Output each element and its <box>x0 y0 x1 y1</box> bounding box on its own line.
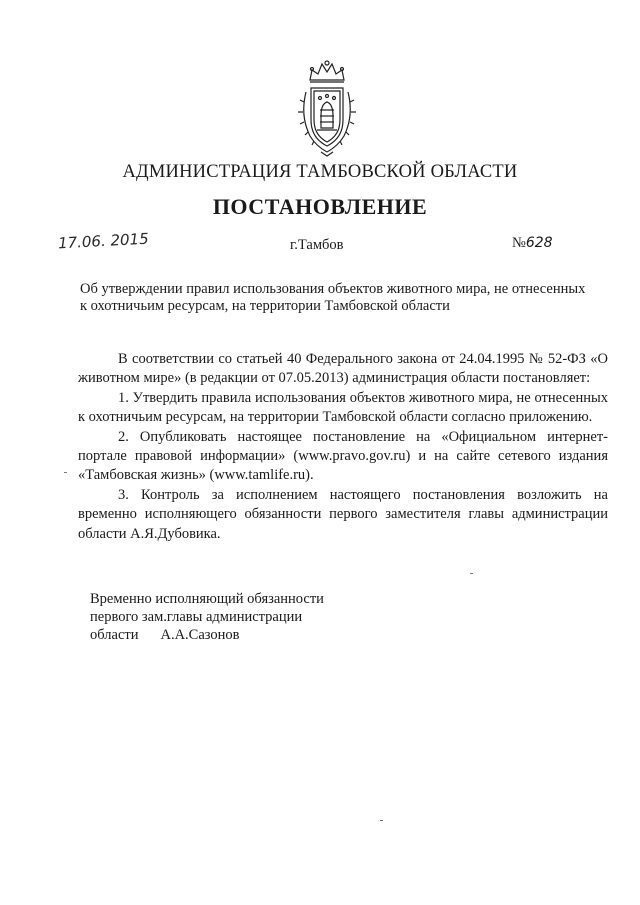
organization-title: АДМИНИСТРАЦИЯ ТАМБОВСКОЙ ОБЛАСТИ <box>122 162 518 182</box>
document-type-title: ПОСТАНОВЛЕНИЕ <box>212 194 428 219</box>
paragraph-item-1: 1. Утвердить правила использования объектов животного мира, не отнесенных к охотничьим ресурсам, на территории Тамбовской области согласно приложению. <box>78 389 608 426</box>
number-value: 628 <box>525 235 553 251</box>
tambov-coat-of-arms-icon <box>296 58 358 158</box>
document-body <box>78 350 608 544</box>
paragraph-item-2: 2. Опубликовать настоящее постановление на «Официальном интернет-портале правовой информации» (www.pravo.gov.ru) и на сайте сетевого издания «Тамбовская жизнь» (www.tamlife.ru). <box>78 428 608 484</box>
signature-line-2: первого зам.главы администрации <box>90 609 303 625</box>
paragraph-preamble: В соответствии со статьей 40 Федерального закона от 24.04.1995 № 52-ФЗ «О животном мире» (в редакции от 07.05.2013) администрация области постановляет: <box>78 351 608 387</box>
paragraph-item-3: 3. Контроль за исполнением настоящего постановления возложить на временно исполняющего обязанности первого заместителя главы администрации области А.Я.Дубовика. <box>78 486 608 542</box>
signature-line-3 <box>90 626 390 644</box>
document-city: г.Тамбов <box>290 237 344 253</box>
number-sign: № <box>512 235 526 251</box>
signature-block <box>90 590 390 644</box>
document-date: 17.06. 2015 <box>57 229 150 253</box>
signature-title: области <box>90 627 139 643</box>
scan-speck <box>64 472 67 473</box>
document-number <box>512 235 553 252</box>
scan-speck <box>380 820 383 821</box>
document-subject: Об утверждении правил использования объектов животного мира, не отнесенных к охотничьим ресурсам, на территории Тамбовской области <box>80 281 586 314</box>
signature-line-1: Временно исполняющий обязанности <box>90 591 324 607</box>
signer-name: А.А.Сазонов <box>160 627 240 643</box>
scan-speck <box>470 573 473 574</box>
